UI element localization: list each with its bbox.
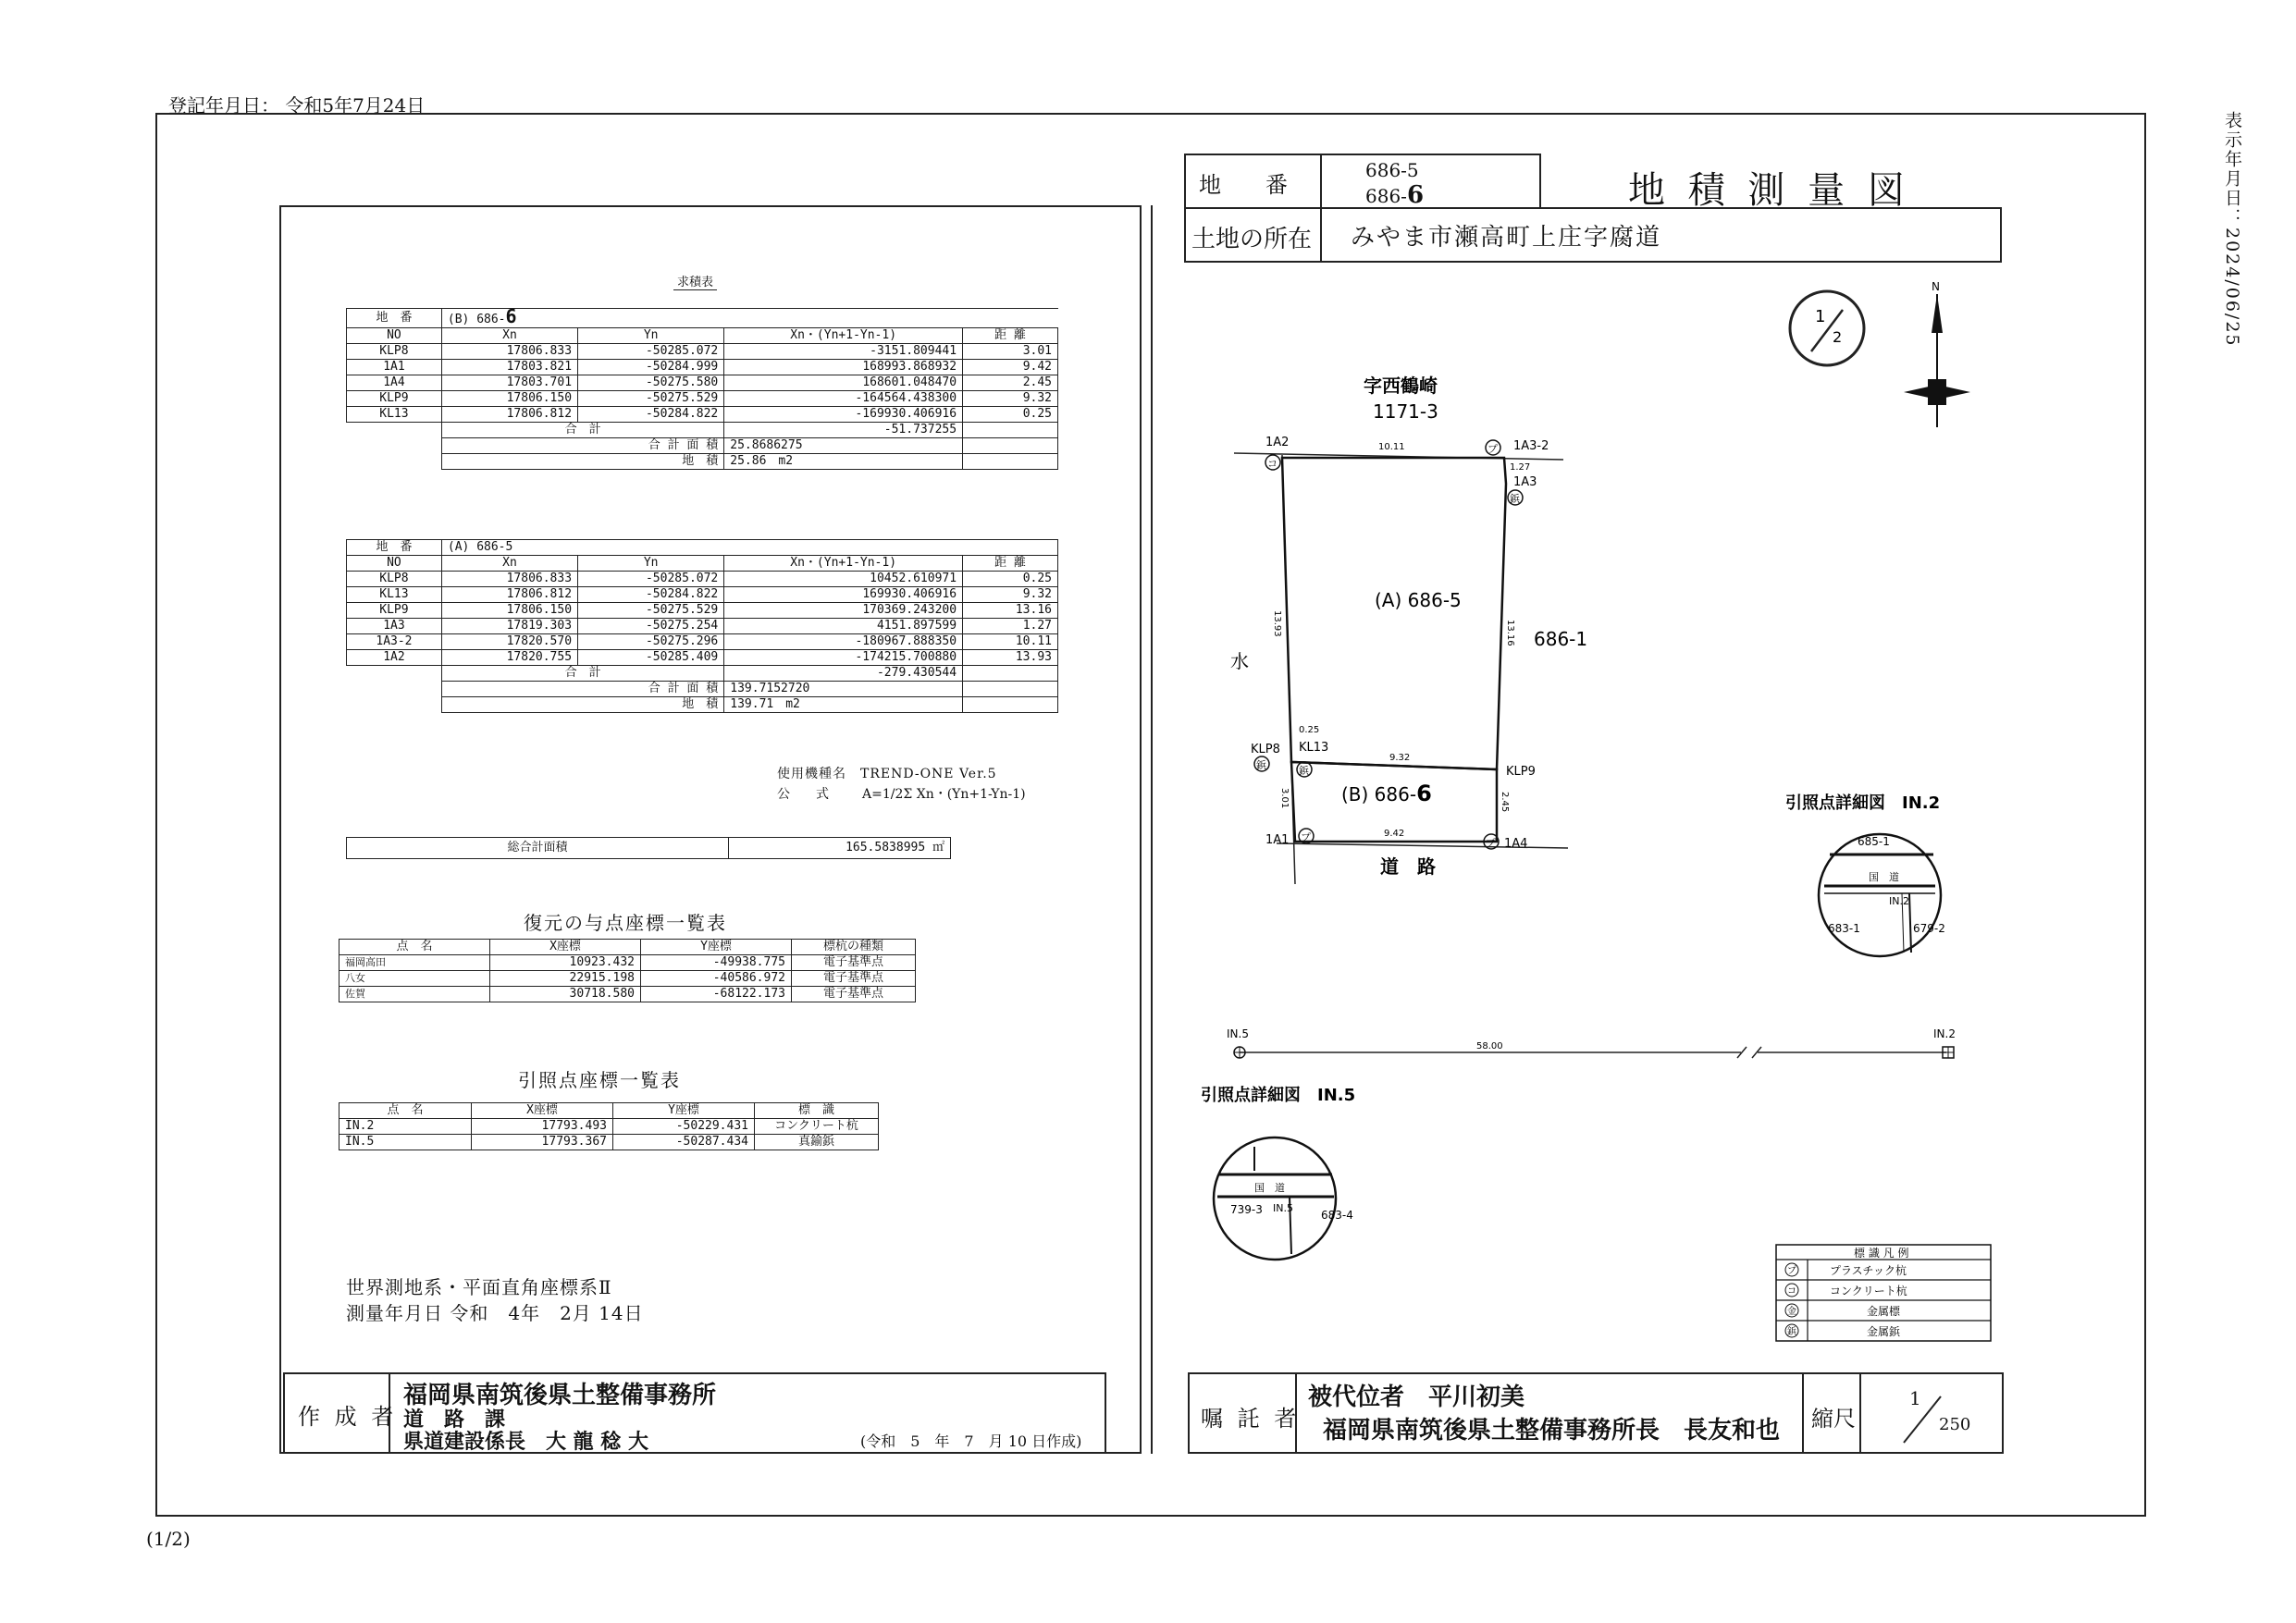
location-label: 土地の所在 — [1191, 226, 1313, 253]
restore-table: 点 名 X座標 Y座標 標杭の種類 福岡高田 10923.432 -49938.775 電子基準点 八女 22915.198 -40586.972 電子基準点 佐賀 30718.580 -68122.173 電子基準点 — [339, 939, 916, 1002]
svg-text:683-1: 683-1 — [1828, 922, 1860, 935]
parcel-b-label: (B) 686-6 — [1341, 781, 1432, 806]
marker-rivet-icon — [1508, 490, 1523, 505]
svg-text:鋲: 鋲 — [1510, 493, 1520, 505]
dist-right: 13.16 — [1505, 620, 1515, 646]
legend-mark: 金 — [1787, 1307, 1796, 1317]
dist-301: 3.01 — [1279, 788, 1290, 809]
svg-text:国 道: 国 道 — [1869, 871, 1899, 883]
chiban-2: 686-6 — [1365, 181, 1425, 209]
svg-text:プ: プ — [1487, 443, 1498, 455]
restore-heading: 復元の与点座標一覧表 — [524, 912, 727, 934]
parcel-a-label: (A) 686-5 — [1375, 589, 1462, 611]
scale-badge-circle — [1790, 291, 1864, 365]
marker-rivet-icon — [1297, 762, 1312, 777]
calc-heading: 求積表 — [673, 272, 717, 290]
marker-plastic-icon — [1486, 440, 1500, 455]
svg-text:IN.5: IN.5 — [1273, 1202, 1293, 1214]
table-row: 八女 22915.198 -40586.972 電子基準点 — [339, 971, 916, 987]
dist-left: 13.93 — [1272, 610, 1282, 637]
survey-system: 世界測地系・平面直角座標系Ⅱ — [346, 1276, 612, 1298]
commissioner-line2: 福岡県南筑後県土整備事務所長 長友和也 — [1323, 1417, 1781, 1445]
marker-rivet-icon — [1254, 756, 1269, 771]
table-row: IN.5 17793.367 -50287.434 真鍮鋲 — [339, 1135, 879, 1150]
table-row: 1A4 17803.701 -50275.580 168601.048470 2.45 — [347, 375, 1058, 391]
location-value: みやま市瀬高町上庄字腐道 — [1351, 224, 1662, 252]
neighbor-north-1: 字西鶴崎 — [1364, 375, 1438, 397]
commissioner-line1: 被代位者 平川初美 — [1308, 1383, 1525, 1411]
registration-date: 登記年月日： 令和5年7月24日 — [168, 94, 426, 117]
grand-total-table: 総合計面積 165.5838995 ㎡ — [346, 837, 951, 859]
svg-text:IN.2: IN.2 — [1889, 895, 1909, 907]
legend-mark: プ — [1787, 1266, 1796, 1276]
table-row: KLP9 17806.150 -50275.529 -164564.438300 9.32 — [347, 391, 1058, 407]
survey-date: 測量年月日 令和 4年 2月 14日 — [346, 1302, 644, 1324]
neighbor-west: 水 — [1230, 650, 1249, 672]
machine-name: 使用機種名 TREND-ONE Ver.5 — [777, 767, 997, 781]
commissioner-label: 嘱 託 者 — [1201, 1406, 1301, 1432]
point-KLP9: KLP9 — [1506, 765, 1536, 779]
reference-heading: 引照点座標一覧表 — [518, 1069, 681, 1091]
side-stamp: 表示年月日：2024/06/25 — [2222, 111, 2242, 348]
dist-bottom: 9.42 — [1384, 829, 1405, 839]
detail-in2-title: 引照点詳細図 IN.2 — [1785, 793, 1941, 813]
calc-table-a: 地 番 (A) 686-5 NO Xn Yn Xn・(Yn+1-Yn-1) 距 離 KLP8 17806.833 -50285.072 10452.610971 0.25 KL13 17806.812 -50284.822 169930.406916 9.32 KLP9 17806.150 -50275.529 170369.243200 13.16 1A3 17819.303 -50275.254 4151.897599 1.27 1A3-2 17820.570 -50275.296 -180967.888350 10.11 1A2 17820.755 -50285.409 -174215.700880 13.93 合 計 -279.430544 合 計 面 積 139.7152720 地 積 139.71 m2 — [346, 539, 1058, 713]
author-label: 作 成 者 — [298, 1404, 398, 1430]
ref-right-label: IN.2 — [1933, 1027, 1956, 1040]
point-1A4: 1A4 — [1504, 837, 1528, 851]
table-row: KL13 17806.812 -50284.822 -169930.406916 0.25 — [347, 407, 1058, 423]
svg-text:国 道: 国 道 — [1254, 1182, 1285, 1194]
scale-num: 1 — [1909, 1387, 1921, 1409]
marker-concrete-icon — [1265, 455, 1280, 470]
page-title: 地 積 測 量 図 — [1628, 169, 1910, 212]
svg-text:鋲: 鋲 — [1299, 765, 1309, 777]
svg-text:685-1: 685-1 — [1858, 835, 1890, 848]
ref-left-label: IN.5 — [1227, 1027, 1249, 1040]
dist-025: 0.25 — [1299, 725, 1320, 735]
scale-badge-num: 1 — [1815, 307, 1826, 326]
svg-text:679-2: 679-2 — [1913, 922, 1945, 935]
scale-den: 250 — [1939, 1415, 1971, 1434]
formula: A=1/2Σ Xn・(Yn+1-Yn-1) — [862, 787, 1026, 802]
author-person: 県道建設係長 大 龍 稔 大 — [403, 1430, 648, 1454]
table-row: 福岡高田 10923.432 -49938.775 電子基準点 — [339, 955, 916, 971]
point-KL13: KL13 — [1299, 741, 1329, 755]
point-1A3-2: 1A3-2 — [1513, 439, 1549, 453]
svg-text:鋲: 鋲 — [1256, 759, 1266, 771]
point-1A2: 1A2 — [1265, 436, 1290, 449]
dist-mid: 9.32 — [1389, 753, 1411, 763]
author-dept: 道 路 課 — [403, 1408, 506, 1432]
point-KLP8: KLP8 — [1251, 743, 1280, 756]
legend-mark: コ — [1787, 1286, 1796, 1297]
table-row: 佐賀 30718.580 -68122.173 電子基準点 — [339, 987, 916, 1002]
in2-marker-icon — [1943, 1047, 1954, 1058]
table-row: 1A2 17820.755 -50285.409 -174215.700880 13.93 — [347, 650, 1058, 666]
svg-text:プ: プ — [1486, 837, 1496, 849]
in5-marker-icon — [1234, 1047, 1245, 1058]
author-date: (令和 5 年 7 月 10 日作成) — [860, 1432, 1082, 1450]
svg-text:コ: コ — [1267, 458, 1278, 470]
table-row: 1A1 17803.821 -50284.999 168993.868932 9.42 — [347, 360, 1058, 375]
legend-label: 金属鋲 — [1867, 1325, 1901, 1338]
legend-label: コンクリート杭 — [1830, 1285, 1907, 1297]
dist-245: 2.45 — [1500, 792, 1510, 813]
north-arrow-icon — [1904, 294, 1970, 427]
marker-plastic-icon — [1299, 829, 1314, 843]
north-label: N — [1932, 280, 1940, 293]
svg-text:プ: プ — [1301, 831, 1311, 843]
legend-mark: 鋲 — [1787, 1327, 1796, 1337]
road-label: 道 路 — [1380, 855, 1436, 878]
detail-in2-map — [1819, 834, 1945, 956]
svg-text:739-3: 739-3 — [1230, 1203, 1263, 1216]
scale-label: 縮尺 — [1811, 1406, 1856, 1432]
legend-label: 金属標 — [1867, 1305, 1901, 1318]
table-row: KLP9 17806.150 -50275.529 170369.243200 13.16 — [347, 603, 1058, 619]
dist-top: 10.11 — [1378, 442, 1405, 452]
legend-label: プラスチック杭 — [1830, 1264, 1907, 1277]
legend-title: 標 識 凡 例 — [1854, 1247, 1909, 1260]
ref-distance: 58.00 — [1476, 1041, 1503, 1051]
author-org: 福岡県南筑後県土整備事務所 — [403, 1382, 717, 1409]
page-marker: (1/2) — [146, 1528, 191, 1550]
point-1A3: 1A3 — [1513, 475, 1537, 489]
formula-label: 公 式 — [777, 787, 829, 802]
reference-table: 点 名 X座標 Y座標 標 識 IN.2 17793.493 -50229.431 コンクリート杭 IN.5 17793.367 -50287.434 真鍮鋲 — [339, 1102, 879, 1150]
parcel-a-outline — [1282, 458, 1506, 769]
table-row: KL13 17806.812 -50284.822 169930.406916 9.32 — [347, 587, 1058, 603]
table-row: IN.2 17793.493 -50229.431 コンクリート杭 — [339, 1119, 879, 1135]
scale-slash — [1904, 1396, 1941, 1443]
table-row: KLP8 17806.833 -50285.072 -3151.809441 3.01 — [347, 344, 1058, 360]
scale-badge-den: 2 — [1833, 328, 1843, 346]
table-row: KLP8 17806.833 -50285.072 10452.610971 0.25 — [347, 572, 1058, 587]
table-row: 1A3 17819.303 -50275.254 4151.897599 1.27 — [347, 619, 1058, 634]
neighbor-east: 686-1 — [1534, 628, 1588, 650]
table-row: 1A3-2 17820.570 -50275.296 -180967.888350 10.11 — [347, 634, 1058, 650]
dist-127: 1.27 — [1510, 462, 1531, 473]
calc-table-b: 地 番 (B) 686-6 NO Xn Yn Xn・(Yn+1-Yn-1) 距 離 KLP8 17806.833 -50285.072 -3151.809441 3.01 1A1 17803.821 -50284.999 168993.868932 9.42 1A4 17803.701 -50275.580 168601.048470 2.45 KLP9 17806.150 -50275.529 -164564.438300 9.32 KL13 17806.812 -50284.822 -169930.406916 0.25 合 計 -51.737255 合 計 面 積 25.8686275 地 積 25.86 m2 — [346, 308, 1058, 470]
point-1A1: 1A1 — [1265, 833, 1290, 847]
legend — [1776, 1245, 1991, 1341]
svg-text:683-4: 683-4 — [1321, 1209, 1353, 1222]
detail-in5-title: 引照点詳細図 IN.5 — [1201, 1086, 1356, 1105]
chiban-label: 地 番 — [1199, 172, 1288, 198]
chiban-1: 686-5 — [1365, 159, 1419, 181]
neighbor-north-2: 1171-3 — [1373, 400, 1438, 423]
detail-in5-map — [1214, 1137, 1353, 1260]
